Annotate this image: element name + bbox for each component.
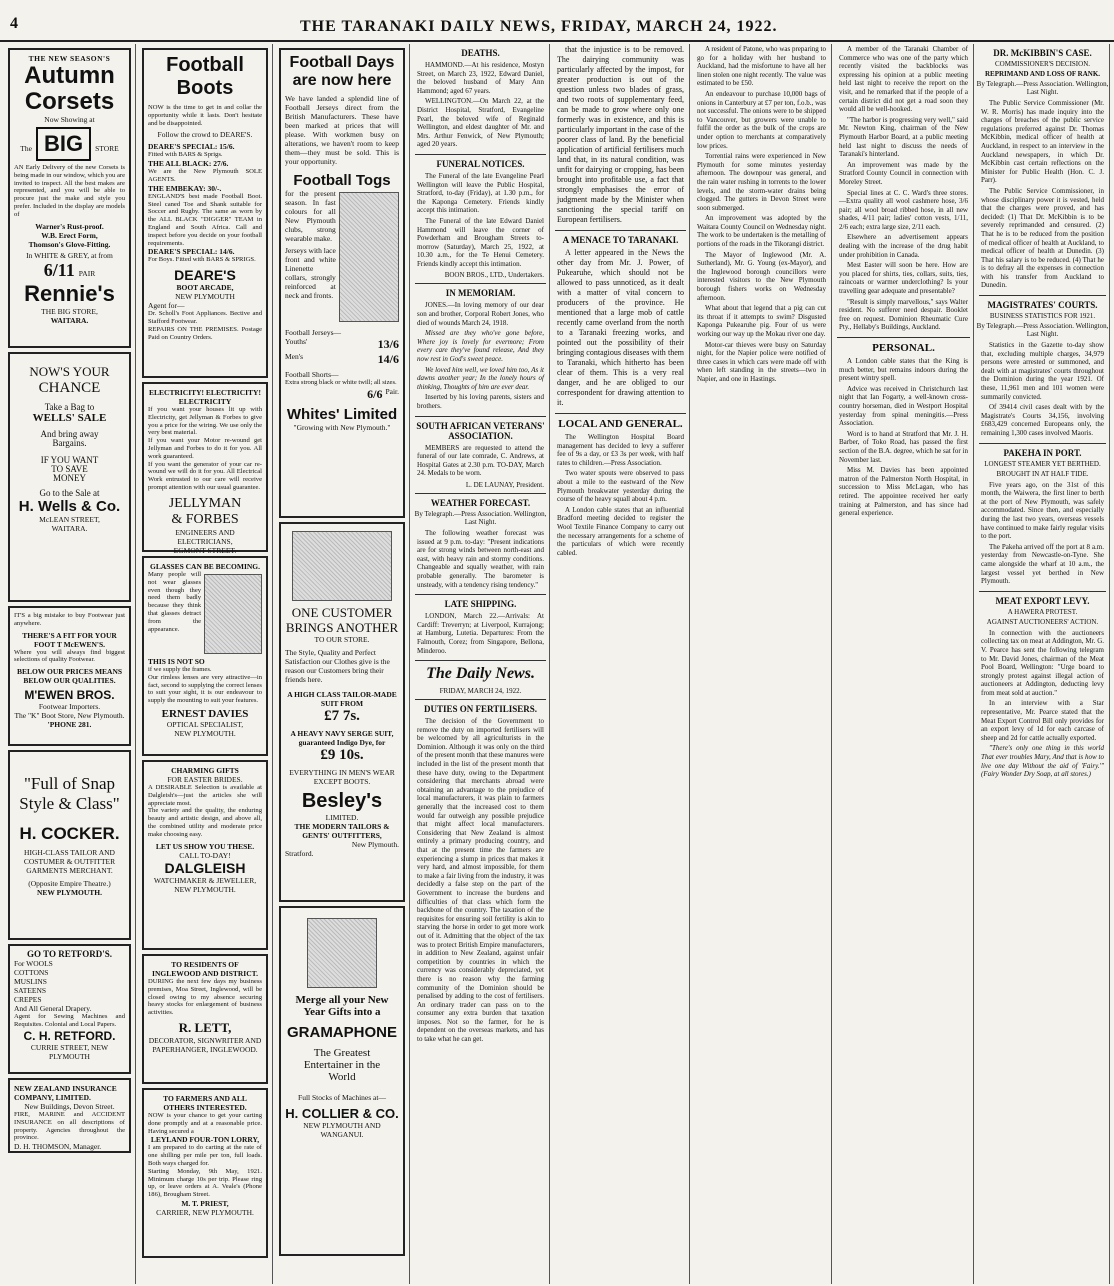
fit-foot-text: Where you will always find biggest selections of quality Footwear. — [14, 648, 125, 664]
fb-shorts: Football Shorts— — [285, 370, 339, 379]
column-7 — [834, 44, 974, 1284]
col6-text-6: What about that legend that a pig can cut its throat if it attempts to swim? Disgusted Kaponga Pukearuhe pig. Four of us were working our way up the Mokau river one day. — [697, 304, 826, 338]
high-class: A HIGH CLASS TAILOR-MADE SUIT FROM — [287, 690, 397, 708]
special-2: DEARE'S SPECIAL: 14/6. — [148, 247, 235, 257]
mag-text-1: Statistics in the Gazette to-day show that, excluding multiple charges, 34,979 persons were arrested or summoned, and dealt with at magistrates' courts throughout the Dominion during the year 1921. Of these, 11,961 men and 101 women were summarily convicted. — [981, 341, 1104, 401]
special-1: DEARE'S SPECIAL: 15/6. — [148, 142, 235, 152]
now-time-text: NOW is the time to get in and collar the opportunity while it lasts. Don't hesitate and be disappointed. — [148, 104, 262, 127]
mckibbin-heading: DR. McKIBBIN'S CASE. — [993, 48, 1092, 58]
easter-brides: FOR EASTER BRIDES. — [167, 775, 243, 784]
farmers-heading: TO FARMERS AND ALL OTHERS INTERESTED. — [163, 1094, 247, 1112]
column-6 — [692, 44, 832, 1284]
cocker-ad — [8, 750, 131, 940]
below-prices: BELOW OUR PRICES MEANS BELOW OUR QUALITIES. — [16, 667, 123, 686]
navy-serge: A HEAVY NAVY SERGE SUIT, guaranteed Indigo Dye, for — [290, 729, 394, 747]
memoriam-heading: IN MEMORIAM. — [445, 288, 516, 299]
funeral-heading: FUNERAL NOTICES. — [436, 158, 525, 169]
retford-name: C. H. RETFORD. — [23, 1028, 116, 1043]
serge-price: £9 10s. — [320, 747, 364, 763]
shorts-price: 6/6 — [367, 386, 383, 401]
jellyman-name: JELLYMAN — [168, 495, 242, 511]
chance: CHANCE — [38, 380, 101, 396]
deares-ad — [142, 48, 268, 378]
greatest-text: The Greatest Entertainer in the World — [303, 1047, 381, 1083]
watchmaker: WATCHMAKER & JEWELLER, NEW PLYMOUTH. — [153, 875, 257, 894]
carrier: CARRIER, NEW PLYMOUTH. — [156, 1207, 254, 1217]
togs-row — [285, 189, 399, 325]
hawera-subhead: A HAWERA PROTEST. — [1007, 607, 1078, 616]
call-today: CALL TO-DAY! — [179, 850, 231, 860]
boot-arcade: BOOT ARCADE, — [176, 283, 234, 293]
now-here-heading: are now here — [292, 72, 392, 89]
mcewen-phone: 'PHONE 281. — [47, 720, 92, 730]
mens-row — [285, 352, 399, 367]
col7-text-1: A member of the Taranaki Chamber of Commerce who was one of the party which recently visited the backblocks was expressing his opinion at a public meeting held last night to receive the report on the visit, and he remarked that if the people of a certain district did not get a road soon they would all be well-hooked. — [839, 45, 968, 114]
meat-heading: MEAT EXPORT LEVY. — [995, 595, 1090, 606]
footballer-illustration — [339, 192, 399, 322]
col7-text-2: "The harbor is progressing very well," said Mr. Newton King, chairman of the New Plymouth Harbor Board, at a public meeting held last night to discuss the needs of Taranaki's hinterland. — [839, 115, 968, 159]
farmers-text: NOW is your chance to get your carting done promptly and at a reasonable price. Having secured a — [148, 1112, 262, 1135]
residents-text: DURING the next few days my business premises, Moa Street, Inglewood, will be closed owing to my absence securing heavy stocks for enlargement of business activities. — [148, 978, 262, 1017]
embekay-text: ENGLAND'S best made Football Boot. Steel caned Toe and Shank suitable for Soccer and Rugby. The same as worn by the ALL BLACK "DIGGER" TEAM in England and South Africa. Call and inspect before you decide on your football requirements. — [148, 192, 262, 247]
personal-text-4: Miss M. Davies has been appointed matron of the Palmerston North Hospital, in succession to Miss McLagan, who has retired. The appointee received her early training at Palmerston, and has since had general experience. — [839, 466, 968, 518]
mck-byline: By Telegraph.—Press Association. Wellington, Last Night. — [976, 80, 1109, 96]
lett-name: R. LETT, — [178, 1019, 232, 1035]
farmers-text-3: Starting Monday, 9th May, 1921. Minimum charge 10s per trip. Please ring up, or leave orders at A. Veale's (Phone 186), Brougham Street. — [148, 1167, 262, 1199]
column-4 — [412, 44, 550, 1284]
daily-news-nameplate: The Daily News. — [426, 665, 535, 683]
menace-text: A letter appeared in the News the other day from Mr. J. Power, of Pukearuhe, which should not be allowed to pass unnoticed, as it dealt with a matter of vital concern to producers of the province. He mentioned that a large mob of cattle recently came overland from the north to a Taranaki freezing works, and pointed out the possibility of their bringing contagious diseases with them to Taranaki, which hitherto has been clear of them. This is a very real danger, and he are obliged to our correspondent for drawing attention to it. — [557, 248, 684, 407]
fit-foot: THERE'S A FIT FOR YOUR FOOT T McEWEN'S. — [22, 630, 117, 649]
merge-text: Merge all your New Year Gifts into a — [295, 994, 389, 1018]
column-1 — [4, 44, 136, 1284]
glasses-text-3: Our rimless lenses are very attractive—in fact, second to supplying the correct lenses to suit your sight, it is our endeavour to supply the mounting to suit your features. — [148, 673, 262, 705]
mag-byline: By Telegraph.—Press Association. Wellington, Last Night. — [976, 322, 1109, 339]
togs-text: for the present season. In fast colours for all New Plymouth clubs, strong wearable make. — [285, 189, 336, 243]
mclean-street: McLEAN STREET, — [39, 515, 100, 524]
memoriam-verse-1: Missed are they who've gone before, Where joy is lovely for evermore; From every care they've found release, And they now rest in God's sweet peace. — [417, 329, 544, 364]
rennie-name: Rennie's — [24, 280, 115, 306]
insurance-text: FIRE, MARINE and ACCIDENT INSURANCE on all descriptions of property. Agencies throughout the province. — [14, 1111, 125, 1142]
local-text-3: A London cable states that an influential Bradford meeting decided to register the Wool Textile Finance Company to carry out the necessary arrangements for a scheme of the particulars of which were recently cabled. — [557, 505, 684, 557]
col7-text-6: Mest Easter will soon be here. How are you placed for shirts, ties, collars, suits, ties, raincoats or warmer underclothing? Is your travelling gear adequate and presentable? — [839, 261, 968, 296]
deares-np: NEW PLYMOUTH — [175, 292, 235, 302]
lett-ad — [142, 954, 268, 1084]
column-5 — [552, 44, 690, 1284]
bring-away: And bring away — [40, 429, 99, 439]
this-is-not-so: THIS IS NOT SO — [148, 657, 205, 666]
gramophone-illustration — [307, 918, 377, 988]
local-text-2: Two water spouts were observed to pass about a mile to the eastward of the New Plymouth breakwater yesterday during the course of the heavy squall about 4 p.m. — [557, 469, 684, 504]
boots-heading: Boots — [176, 77, 234, 99]
charming-gifts: CHARMING GIFTS — [171, 766, 239, 775]
divider — [415, 493, 546, 494]
col7-text-5: Elsewhere an advertisement appears dealing with the increase of the drug habit under prohibition in Canada. — [839, 233, 968, 259]
the-label: The — [20, 144, 32, 153]
page-number: 4 — [10, 15, 18, 32]
portrait-illustration — [204, 574, 262, 654]
retford-ad — [8, 944, 131, 1074]
weather-byline: By Telegraph.—Press Association. Wellington, Last Night. — [414, 509, 547, 526]
gifts-text: A DESIRABLE Selection is available at Dalgleish's—just the articles she will appreciate most. — [148, 784, 262, 807]
wells-sale: WELLS' SALE — [32, 412, 107, 424]
funeral-text-1: The Funeral of the late Evangeline Pearl Wellington will leave the Public Hospital, Stratford, to-day (Friday), at 1.30 p.m., for the Kaponga Cemetery. Friends kindly accept this intimation. — [417, 171, 544, 215]
veterans-heading: SOUTH AFRICAN VETERANS' ASSOCIATION. — [416, 420, 545, 441]
boon-bros: BOON BROS., LTD., Undertakers. — [444, 271, 544, 280]
personal-text-1: A London cable states that the King is much better, but remains indoors during the present wintry spell. — [839, 357, 968, 383]
cocker-name: H. COCKER. — [19, 824, 120, 843]
davies-np: NEW PLYMOUTH. — [174, 728, 236, 738]
all-black: THE ALL BLACK: 27/6. — [148, 159, 229, 169]
personal-heading: PERSONAL. — [872, 342, 935, 354]
wells-sale-ad — [8, 352, 131, 602]
jellyman-ad — [142, 382, 268, 555]
scholl: Dr. Scholl's Foot Appliances. Bective and Stafford Footwear. — [148, 310, 262, 325]
forbes-name: & FORBES — [171, 511, 239, 527]
col6-text-4: An improvement was adopted by the Waitara County Council on Wednesday night. The work to be undertaken is the metalling of portions of the roads in the Tikorangi district. — [697, 214, 826, 249]
elec-text-3: If you want the generator of your car re-wound we will do it for you. All Electrical Work entrusted to our care will receive prompt attention with our usual guarantee. — [148, 460, 262, 491]
one-customer: ONE CUSTOMER BRINGS ANOTHER — [285, 605, 399, 635]
mcewen-ad — [8, 606, 131, 746]
brand-erect: W.B. Erect Form, — [41, 230, 98, 240]
store-label: STORE — [95, 144, 119, 153]
duties-heading: DUTIES ON FERTILISERS. — [424, 704, 537, 715]
daily-date: FRIDAY, MARCH 24, 1922. — [439, 687, 522, 696]
fb-togs-heading: Football Togs — [293, 172, 391, 189]
corset-description: AN Early Delivery of the new Corsets is being made in our window, which you are invited to inspect. All the best makes are represented, and you will be able to procure just the make and style you prefer. Included in the display are models of — [14, 164, 125, 218]
gifts-text-2: The variety and the quality, the enduring beauty and artistic design, and above all, the combined utility and moderate price make choosing easy. — [148, 807, 262, 838]
shorts-price-row — [285, 387, 399, 402]
special-2-text: For Boys. Fitted with BARS & SPRIGS. — [148, 256, 256, 264]
collier-name: H. COLLIER & CO. — [285, 1106, 399, 1121]
youths-price: 13/6 — [377, 337, 399, 351]
collier-addr: NEW PLYMOUTH AND WANGANUI. — [303, 1121, 381, 1139]
deaths-heading: DEATHS. — [461, 48, 500, 58]
commissioner-decision: COMMISSIONER'S DECISION. — [995, 60, 1090, 68]
col7-text-4: Special lines at C. C. Ward's three stores.—Extra quality all wool cashmere hose, 3/6 pair; all wool broad ribbed hose, in all new shades, 4/11 pair; ladies' cotton vests, 1/11, 2/6 each; extra large size, 2/11 each. — [839, 188, 968, 231]
magistrates-heading: MAGISTRATES' COURTS. — [987, 300, 1098, 311]
corset-price-row — [14, 260, 125, 281]
local-text-1: The Wellington Hospital Board management has decided to levy a sufferer fee of 9s a day, or £3 3s per week, with half rates to children.—Press Association. — [557, 433, 684, 467]
autumn-heading: Autumn — [24, 62, 115, 89]
to-save: TO SAVE — [51, 464, 88, 474]
bargains: Bargains. — [52, 438, 87, 448]
togs-text-col — [285, 189, 336, 325]
cocker-addr: (Opposite Empire Theatre.) — [28, 879, 111, 888]
divider — [415, 594, 546, 595]
football-heading: Football — [166, 54, 244, 76]
col6-text-3: Torrential rains were experienced in New Plymouth for some minutes yesterday afternoon. The downpour was general, and the rain water rushing in torrents to the lower levels, and the storm-water drains being clogged. The gutters in Devon Street were soon submerged. — [697, 152, 826, 212]
weather-text: The following weather forecast was issued at 9 p.m. to-day: "Present indications are for strong winds between north-east and east, with heavy rain and stormy conditions. Changeable and squally weather, with rain probable generally. The barometer is unsteady, with a tendency rising tendency." — [417, 528, 544, 589]
shipping-text: LONDON, March 22.—Arrivals: At Cardiff: Treverryn; at Liverpool, Kurrajong; at Hamburg, Lutetia. Departures: From the Falmouth, Corez; from Singapore, Bellona, Minderoo. — [417, 612, 544, 655]
divider — [837, 337, 970, 338]
besleys-stratford: Stratford. — [285, 849, 314, 858]
retford-item-0: For WOOLS — [14, 959, 53, 968]
optical: OPTICAL SPECIALIST, — [166, 719, 244, 729]
fb-days-text: We have landed a splendid line of Football Jerseys direct from the British Manufacturers. These have been marked at prices that will please. With workmen busy on alterations, we haven't room to keep them—they must be sold. This is your opportunity. — [285, 94, 399, 166]
corsets-heading: Corsets — [24, 88, 115, 115]
deaths-text-1: HAMMOND.—At his residence, Mostyn Street, on March 23, 1922, Edward Daniel, the beloved husband of Mary Ann Hammond; aged 67 years. — [417, 61, 544, 95]
retford-agents: And All General Drapery. — [14, 1004, 92, 1013]
to-our-store: TO OUR STORE. — [314, 635, 370, 644]
mens-price: 14/6 — [377, 352, 399, 366]
steamer-subhead: LONGEST STEAMER YET BERTHED. — [984, 459, 1101, 468]
waitara-2: WAITARA. — [51, 524, 88, 533]
cocker-sub: HIGH-CLASS TAILOR AND COSTUMER & OUTFITTER GARMENTS MERCHANT. — [23, 848, 116, 875]
divider — [555, 230, 686, 231]
pakeha-text-2: The Pakeha arrived off the port at 8 a.m. yesterday from Newcastle-on-Tyne. She came alongside the wharf at 10 a.m., the largest vessel yet berthed in New Plymouth. — [981, 542, 1104, 586]
retford-addr: CURRIE STREET, NEW PLYMOUTH — [30, 1042, 109, 1061]
everything: EVERYTHING IN MEN'S WEAR EXCEPT BOOTS. — [289, 768, 395, 786]
retford-item-4: CREPES — [14, 995, 42, 1004]
pakeha-text-1: Five years ago, on the 31st of this month, the Waiwera, the first liner to berth at the port of New Plymouth, was safely accommodated. Since then, and especially during the last two years, overseas vessels have continued to make fairly regular visits to the port. — [981, 480, 1104, 541]
special-1-text: Fitted with BARS & Sprigs. — [148, 151, 223, 159]
meat-text-1: In connection with the auctioneers collecting tax on meat at Addington, Mr. G. V. Pearce has sent the following telegram to Mr. David Jones, chairman of the Meat Pool Board, Wellington: "Urge board to strongly protest against illegal action of auctioneers at Addington, deducting levy from meat sold at auction." — [981, 628, 1104, 697]
tobacco-verse: "There's only one thing in this world That ever troubles Mary, And that is how to live one day Without the aid of 'Fairy.'" (Fairy Wonder Dry Soap, at all stores.) — [981, 744, 1104, 779]
glasses-row — [148, 571, 262, 657]
money: MONEY — [53, 473, 86, 483]
hwells-name: H. Wells & Co. — [18, 498, 121, 515]
retford-item-3: SATEENS — [14, 986, 47, 995]
priest-name: M. T. PRIEST, — [181, 1198, 229, 1208]
divider — [979, 591, 1106, 592]
divider — [415, 699, 546, 700]
personal-text-3: Word is to hand at Stratford that Mr. J. H. Barber, of Toko Road, has passed the first section of the B.A. degree, which he sat for in November last. — [839, 429, 968, 464]
delaunay: L. DE LAUNAY, President. — [465, 480, 544, 489]
menace-heading: A MENACE TO TARANAKI. — [562, 235, 679, 245]
big-store-logo — [14, 127, 125, 161]
couple-illustration — [292, 531, 392, 601]
all-black-text: We are the New Plymouth SOLE AGENTS. — [148, 168, 262, 183]
masthead — [0, 0, 1114, 42]
residents-heading: TO RESIDENTS OF INGLEWOOD AND DISTRICT. — [152, 960, 258, 978]
if-you-want: IF YOU WANT — [40, 455, 99, 465]
suit-price: £7 7s. — [324, 708, 360, 724]
shipping-heading: LATE SHIPPING. — [444, 599, 517, 610]
k-boot: The "K" Boot Store, New Plymouth. — [14, 711, 125, 721]
style-class: Style & Class" — [19, 794, 120, 813]
rennie-town: WAITARA. — [50, 315, 89, 325]
mens-label: Men's — [285, 352, 304, 361]
white-grey: In WHITE & GREY, at from — [26, 250, 113, 260]
pair-label: PAIR — [78, 268, 96, 278]
insurance-ad — [8, 1078, 131, 1153]
cocker-np: NEW PLYMOUTH. — [36, 888, 102, 897]
big-label: BIG — [36, 127, 91, 161]
statistics-subhead: BUSINESS STATISTICS FOR 1921. — [989, 312, 1096, 321]
veterans-text: MEMBERS are requested to attend the funeral of our late comrade, C. Andrews, at Hospital Gates at 2.30 p.m. TO-DAY, March 24. Medals to be worn. — [417, 443, 544, 478]
new-season-heading: THE NEW SEASON'S — [28, 54, 111, 63]
davies-ad — [142, 556, 268, 756]
fb-jerseys: Football Jerseys— — [285, 328, 342, 337]
mcewen-sub: Footwear Importers. — [38, 702, 101, 712]
modern-tailors: THE MODERN TAILORS & GENTS' OUTFITTERS, — [294, 822, 390, 840]
reprimand: REPRIMAND AND LOSS OF RANK. — [984, 70, 1101, 78]
insurance-addr: New Buildings, Devon Street. — [24, 1102, 115, 1111]
electricity-heading: ELECTRICITY! ELECTRICITY! ELECTRICITY — [149, 388, 261, 406]
column-2 — [138, 44, 273, 1284]
youths-label: Youths' — [285, 337, 308, 346]
retford-sewing: Agent for Sewing Machines and Requisites. Colonial and Local Papers. — [14, 1013, 125, 1028]
nows-your: NOW'S YOUR — [29, 364, 110, 379]
retford-item-2: MUSLINS — [14, 977, 47, 986]
column-3 — [275, 44, 410, 1284]
repairs: REPAIRS ON THE PREMISES. Postage Paid on Country Orders. — [148, 325, 262, 341]
dalgleish-name: DALGLEISH — [164, 859, 246, 876]
shorts-text: Extra strong black or white twill; all sizes. — [285, 379, 397, 386]
weather-heading: WEATHER FORECAST. — [430, 497, 531, 508]
elec-text-1: If you want your houses lit up with Electricity, get Jellyman & Forbes to give you a price for the wiring. We use only the very best material. — [148, 406, 262, 437]
fertilisers-continued: that the injustice is to be removed. The dairying community was particularly affected by the impost, for greater production is out of the question unless two blades of grass, and two roots of supplementary feed, can be made to grow where only one formerly was in existence, and this is particularly important in the case of the poorer class of land. By the beneficial application of artificial fertilisers much land that, in its natural condition, was unfit for dairying or cropping, has been brought into profitable use, a fact that strongly emphasises the error of judgment made by the Minister when sanctioning the special tariff on European fertilisers. — [557, 45, 684, 224]
divider — [415, 283, 546, 284]
divider — [415, 660, 546, 661]
go-to-sale: Go to the Sale at — [39, 488, 100, 498]
divider — [979, 443, 1106, 444]
besleys-limited: LIMITED. — [325, 813, 359, 822]
divider — [555, 413, 686, 414]
half-tide-subhead: BROUGHT IN AT HALF TIDE. — [996, 469, 1089, 478]
engineers: ENGINEERS AND ELECTRICIANS, — [175, 527, 235, 546]
foot-text: IT'S a big mistake to buy Footwear just anywhere. — [14, 612, 125, 627]
fb-days-heading: Football Days — [289, 54, 395, 71]
glasses-text: Many people will not wear glasses even though they need them badly because they think that glasses detract from the appearance. — [148, 571, 202, 633]
col7-text-7: "Result is simply marvellous," says Walter resident. No sufferer need despair. Booklet free on request. Dominion Rheumatic Cure Pty., Hellaby's Buildings, Auckland. — [839, 297, 968, 332]
mag-text-2: Of 39414 civil cases dealt with by the Magistrate's Courts 34,156, involving £683,429 concerned Europeans only, the remaining 1,300 cases involved Maoris. — [981, 403, 1104, 437]
dalgleish-ad — [142, 760, 268, 950]
insurance-name: NEW ZEALAND INSURANCE COMPANY, LIMITED. — [14, 1084, 117, 1102]
col7-text-3: An improvement was made by the Stratford County Council in connection with Moreley Street. — [839, 160, 968, 186]
memoriam-verse-2: We loved him well, we loved him too, As it dawns another year; In the lonely hours of thinking, Thoughts of him are ever dear. — [417, 365, 544, 391]
funeral-text-2: The Funeral of the late Edward Daniel Hammond will leave the corner of Powderham and Brougham Streets to-morrow (Saturday), March 25, 1922, at 10.30 a.m., for the Te Henui Cemetery. Friends kindly accept this intimation. — [417, 216, 544, 268]
full-of-snap: "Full of Snap — [23, 774, 115, 793]
egmont: EGMONT STREET. — [173, 545, 237, 555]
divider — [979, 295, 1106, 296]
glasses-text-2: if we supply the frames. — [148, 666, 212, 673]
ernest-name: ERNEST DAVIES — [161, 707, 249, 720]
youths-row — [285, 337, 399, 352]
leyland: LEYLAND FOUR-TON LORRY, — [150, 1135, 260, 1145]
mck-text-2: The Public Service Commissioner, in whose disciplinary power it is vested, held that the charges were proved, and has decided: (1) That Dr. McKibbin is to be severely reprimanded and censured. (2) That he is to be reduced from the position of medical officer of health at Auckland, to medical officer of health at Dunedin. (3) That his salary is to be reduced. (4) That he is to defray all the expenses in connection with his transfer from Auckland to Dunedin. — [981, 186, 1104, 290]
shorts-pair: Pair. — [385, 386, 399, 396]
memoriam-text: JONES.—In loving memory of our dear son and brother, Corporal Robert Jones, who died of wounds March 24, 1918. — [417, 301, 544, 327]
deaths-text-2: WELLINGTON.—On March 22, at the District Hospital, Stratford, Evangeline Pearl, the beloved wife of Reginald Wellington, and eldest daughter of Mr. and Mrs. Arthur Fenwick, of New Plymouth; aged 20 years. — [417, 97, 544, 149]
duties-text: The decision of the Government to remove the duty on imported fertilisers will be welcomed by all agriculturists in the Dominion. Although it was only on the third of the present month that these manures were included in the list of the present month that these have duty, owing to the Department considering that merchants abroad were obtaining an advantage to the prejudice of local manufacturers, it was plain to farmers generally that the increased cost to them would far outweigh any possible prejudice that might affect local manufacturers. Considering that New Zealand is almost entirely a primary producing country, and that at the present time the farmers are experiencing a slump in prices that makes it very hard, and almost impossible, for them to make a fair living from the industry, it was decidedly a false step on the part of the Government to increase the burdens and difficulties of that class which form the backbone of the country. The taxation of the requisites for ensuring soil fertility is akin to starving the horse in order to get more work out of it. Admitting that the object of the tax was to protect British Empire manufacturers, in addition to New Zealand, against unfair competition by countries in which the currency was considerably depreciated, yet there is no reason why the farming community of the Dominion should be penalised by adding to the cost of fertilisers. An ordinary trader can pass on to the consumer any extra burden that taxation imposes. Not so the farmer, for he is dependent on the overseas markets, and has to take what he can get. — [417, 717, 544, 1044]
brand-warner: Warner's Rust-proof. — [35, 221, 104, 231]
divider — [415, 154, 546, 155]
besleys-text: The Style, Quality and Perfect Satisfaction our Clothes give is the reason our Customers bring their friends here. — [285, 648, 390, 684]
mck-text-1: The Public Service Commissioner (Mr. W. R. Morris) has made inquiry into the charges of breaches of the public service regulations preferred against Dr. Thomas McKibbin, medical officer of health at Auckland, in respect to an interview in the Auckland newspapers, in which Dr. McKibbin cast certain reflections on the Minister for Public Health (Hon. C. J. Parr). — [981, 99, 1104, 185]
newspaper-title: THE TARANAKI DAILY NEWS, FRIDAY, MARCH 24, 1922. — [300, 18, 778, 35]
collier-ad — [279, 906, 405, 1256]
embekay: THE EMBEKAY: 30/-. — [148, 183, 222, 193]
insurance-manager: D. H. THOMSON, Manager. — [14, 1142, 102, 1152]
retford-heading: GO TO RETFORD'S. — [27, 949, 112, 959]
personal-text-2: Advice was received in Christchurch last night that Ian Fogarty, a well-known cross-country horseman, died in Westport Hospital yesterday from spinal meningitis.—Press Association. — [839, 384, 968, 428]
growing: "Growing with New Plymouth." — [293, 422, 391, 432]
col6-text-2: An endeavour to purchase 10,000 bags of onions in Canterbury at £7 per ton, f.o.b., was not successful. The onions were to be shipped to Vancouver, but growers were unable to fulfil the order as the bulk of the crops are under option to merchants at comparatively low prices. — [697, 89, 826, 150]
column-8 — [976, 44, 1110, 1284]
besleys-np: New Plymouth. — [351, 840, 399, 849]
against-subhead: AGAINST AUCTIONEERS' ACTION. — [986, 617, 1099, 626]
gramaphone-heading: GRAMAPHONE — [286, 1024, 397, 1041]
whites-ad — [279, 48, 405, 518]
mcewen-name: M'EWEN BROS. — [24, 688, 115, 703]
meat-text-2: In an interview with a Star representative, Mr. Pearce stated that the Meat Export Control Bill only provides for an export levy of 1d for each carcase of sheep and 2d for cattle actually exported. — [981, 699, 1104, 742]
lett-sub: DECORATOR, SIGNWRITER AND PAPERHANGER, INGLEWOOD. — [148, 1035, 262, 1054]
follow-crowd: Follow the crowd to DEARE'S. — [157, 130, 253, 140]
brand-thomson: Thomson's Glove-Fitting. — [28, 239, 111, 249]
take-bag: Take a Bag to — [44, 402, 95, 412]
col6-text-7: Motor-car thieves were busy on Saturday night, for the Napier police were notified of three cases in which cars were made off with when left standing in the streets—two in Napier, and one in Hastings. — [697, 340, 826, 383]
corset-price: 6/11 — [43, 259, 75, 280]
priest-ad — [142, 1088, 268, 1258]
besleys-ad — [279, 522, 405, 902]
farmers-text-2: I am prepared to do carting at the rate of one shilling per mile per ton, full loads. Both ways charged for. — [148, 1144, 262, 1167]
retford-item-1: COTTONS — [14, 968, 49, 977]
glasses-heading: GLASSES CAN BE BECOMING. — [149, 562, 261, 571]
memoriam-sign: Inserted by his loving parents, sisters and brothers. — [417, 393, 544, 410]
besleys-name: Besley's — [301, 790, 383, 812]
jerseys-text: Jerseys with lace front and white Linenette collars, strongly reinforced at neck and fronts. — [285, 246, 336, 300]
whites-name: Whites' Limited — [286, 405, 398, 423]
elec-text-2: If you want your Motor re-wound get Jellyman and Forbes to do it for you. All work guaranteed. — [148, 437, 262, 460]
now-showing: Now Showing at — [44, 115, 95, 124]
local-heading: LOCAL AND GENERAL. — [558, 418, 683, 430]
col6-text-5: The Mayor of Inglewood (Mr. A. Sutherland), Mr. G. Young (ex-Mayor), and the Inglewood borough councillors were interested visitors to the New Plymouth borough fishers works on Wednesday afternoon. — [697, 250, 826, 302]
full-stocks: Full Stocks of Machines at— — [298, 1093, 386, 1102]
col6-text-1: A resident of Patone, who was preparing to go for a holiday with her husband to Auckland, had the misfortune to have all her linen stolen one night recently. The value was estimated to be £50. — [697, 45, 826, 88]
deares-name: DEARE'S — [174, 267, 236, 284]
divider — [415, 416, 546, 417]
rennie-store: THE BIG STORE, — [41, 306, 98, 316]
pakeha-heading: PAKEHA IN PORT. — [1003, 447, 1082, 458]
agent-for: Agent for— — [148, 301, 185, 311]
let-us-show: LET US SHOW YOU THESE. — [155, 841, 255, 851]
corsets-ad — [8, 48, 131, 348]
